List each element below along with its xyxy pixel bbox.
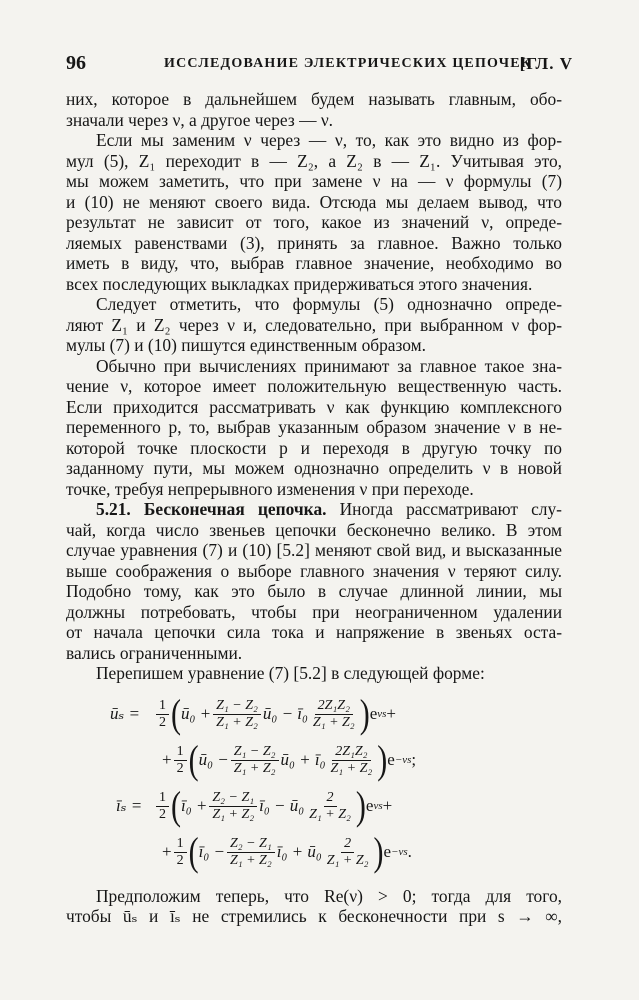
fraction-half: $\frac{1}{2}$ bbox=[174, 744, 187, 777]
text-line: Подобно тому, как это было в случае длинной линии, мы bbox=[66, 581, 562, 601]
exponent: −νs bbox=[391, 846, 408, 859]
text-line: переменного p, то, выбрав указанным образом значение ν в не- bbox=[66, 417, 562, 437]
text-line: них, которое в дальнейшем будем называть главным, обо- bbox=[66, 89, 562, 109]
fraction: $\frac{\text{Z₁ − Z₂}}{\text{Z₁ + Z₂}}$ bbox=[213, 698, 261, 731]
paragraph-2 bbox=[66, 130, 562, 294]
section-heading: 5.21. Бесконечная цепочка. bbox=[96, 499, 327, 519]
equation-tail: + bbox=[386, 704, 396, 724]
paragraph-5 bbox=[66, 499, 562, 663]
equation-tail: + bbox=[382, 796, 393, 816]
text-line: мы можем заметить, что при замене ν на — ν формулы (7) bbox=[66, 171, 562, 191]
equation-term: ī₀ + bbox=[181, 796, 208, 816]
fraction: $\frac{\text{Z₂ − Z₁}}{\text{Z₁ + Z₂}}$ bbox=[227, 836, 275, 869]
paragraph-4 bbox=[66, 356, 562, 500]
page-number: 96 bbox=[66, 52, 86, 74]
text-line: должны потребовать, чтобы при неограниченном удалении bbox=[66, 601, 562, 622]
text-line: Следует отметить, что формулы (5) однозначно опреде- bbox=[96, 294, 562, 314]
text-line: Перепишем уравнение (7) [5.2] в следующей форме: bbox=[96, 663, 485, 683]
equation-lhs: īₛ = bbox=[116, 796, 143, 816]
equation-block bbox=[66, 692, 562, 876]
text-line: значали через ν, а другое через — ν. bbox=[66, 109, 334, 130]
text-line bbox=[66, 499, 562, 520]
text-line: результат не зависит от того, какое из значений ν, опреде- bbox=[66, 212, 562, 232]
fraction-half: $\frac{1}{2}$ bbox=[156, 698, 169, 731]
equation-tail: ; bbox=[411, 750, 417, 770]
fraction: $\frac{2}{\text{Z₁ + Z₂}}$ bbox=[326, 836, 369, 868]
exponent: νs bbox=[373, 800, 383, 813]
page-header bbox=[66, 52, 573, 76]
paragraph-7 bbox=[66, 886, 562, 927]
fraction: $\frac{\text{2Z₁Z₂}}{\text{Z₁ + Z₂}}$ bbox=[312, 698, 355, 730]
text-line: Обычно при вычислениях принимают за главное такое зна- bbox=[96, 355, 562, 376]
equation-line-3: īₛ = $\frac{1}{2}$ ( ī₀ + $\frac{\text{Z₂ − Z₁}}{\text{Z₁ + Z₂}}$ ī₀ − ū₀ $\frac{2}{\text{Z₁ + Z₂}}$ ) e νs + bbox=[116, 783, 393, 829]
text-line: чтобы ūₛ и īₛ не стремились к бесконечности при s → ∞, bbox=[66, 906, 562, 926]
paragraph-3 bbox=[66, 294, 562, 356]
exponent: −νs bbox=[394, 754, 412, 767]
equation-term: ū₀ − ī₀ bbox=[262, 704, 308, 724]
exponent: νs bbox=[377, 708, 387, 721]
fraction-half: $\frac{1}{2}$ bbox=[156, 790, 169, 823]
page-body bbox=[66, 89, 562, 927]
text-line: чай, когда число звеньев цепочки бесконечно велико. В этом bbox=[66, 519, 562, 540]
equation-lead: + bbox=[162, 750, 172, 770]
running-title: ИССЛЕДОВАНИЕ ЭЛЕКТРИЧЕСКИХ ЦЕПОЧЕК bbox=[164, 56, 533, 71]
equation-lead: + bbox=[162, 842, 172, 862]
equation-lhs: ūₛ = bbox=[110, 704, 140, 724]
text-line: чение ν, которое имеет положительную вещественную часть. bbox=[66, 376, 562, 396]
equation-line-1: ūₛ = $\frac{1}{2}$ ( ū₀ + $\frac{\text{Z₁ − Z₂}}{\text{Z₁ + Z₂}}$ ū₀ − ī₀ $\frac{\text{2Z₁Z₂}}{\text{Z₁ + Z₂}}$ ) e νs + bbox=[110, 691, 396, 737]
fraction: $\frac{\text{Z₂ − Z₁}}{\text{Z₁ + Z₂}}$ bbox=[209, 790, 257, 823]
paragraph-1 bbox=[66, 89, 562, 130]
fraction: $\frac{\text{Z₁ − Z₂}}{\text{Z₁ + Z₂}}$ bbox=[231, 744, 279, 777]
equation-line-4: + $\frac{1}{2}$ ( ī₀ − $\frac{\text{Z₂ − Z₁}}{\text{Z₁ + Z₂}}$ ī₀ + ū₀ $\frac{2}{\text{Z₁ + Z₂}}$ ) e −νs . bbox=[162, 829, 412, 875]
text-line: Предположим теперь, что Re(ν) > 0; тогда для того, bbox=[96, 885, 562, 906]
equation-term: ī₀ − ū₀ bbox=[259, 796, 305, 816]
text-line: Если приходится рассматривать ν как функцию комплексного bbox=[66, 396, 562, 417]
text-line: вались ограниченными. bbox=[66, 642, 243, 663]
equation-term: ū₀ − bbox=[198, 750, 229, 770]
text-line: всех последующих выкладках придерживаться этого значения. bbox=[66, 273, 533, 294]
paragraph-6 bbox=[66, 663, 562, 684]
equation-term: ī₀ + ū₀ bbox=[276, 842, 322, 862]
text-span: Иногда рассматривают слу- bbox=[326, 499, 562, 519]
text-line: иметь в виду, что, выбрав главное значение, необходимо во bbox=[66, 253, 562, 273]
text-line: от начала цепочки сила тока и напряжение в звеньях оста- bbox=[66, 622, 562, 642]
text-line: Если мы заменим ν через — ν, то, как это видно из фор- bbox=[96, 130, 562, 150]
text-line: мулы (7) и (10) пишутся единственным образом. bbox=[66, 335, 427, 355]
text-line: случае уравнения (7) и (10) [5.2] меняют свой вид, и высказанные bbox=[66, 540, 562, 560]
fraction: $\frac{\text{2Z₁Z₂}}{\text{Z₁ + Z₂}}$ bbox=[330, 744, 373, 776]
equation-line-2: + $\frac{1}{2}$ ( ū₀ − $\frac{\text{Z₁ − Z₂}}{\text{Z₁ + Z₂}}$ ū₀ + ī₀ $\frac{\text{2Z₁Z₂}}{\text{Z₁ + Z₂}}$ ) e −νs ; bbox=[162, 737, 417, 783]
text-line: выше соображения о выборе главного значения ν теряют силу. bbox=[66, 560, 562, 581]
equation-term: ū₀ + bbox=[181, 704, 212, 724]
chapter-label: [ГЛ. V bbox=[519, 54, 573, 73]
fraction: $\frac{2}{\text{Z₁ + Z₂}}$ bbox=[309, 790, 351, 822]
fraction-half: $\frac{1}{2}$ bbox=[174, 836, 187, 869]
equation-term: ū₀ + ī₀ bbox=[280, 750, 326, 770]
text-line: которой точке плоскости p и переходя в другую точку по bbox=[66, 437, 562, 458]
equation-tail: . bbox=[407, 842, 412, 862]
text-line: заданному пути, мы можем однозначно определить ν в новой bbox=[66, 458, 562, 478]
text-line: мул (5), Z₁ переходит в — Z₂, а Z₂ в — Z₁. Учитывая это, bbox=[66, 150, 562, 171]
text-line: и (10) не меняют своего вида. Отсюда мы делаем вывод, что bbox=[66, 191, 562, 212]
equation-term: ī₀ − bbox=[198, 842, 225, 862]
text-line: точке, требуя непрерывного изменения ν при переходе. bbox=[66, 478, 474, 499]
text-line: ляемых равенствами (3), принять за главное. Важно только bbox=[66, 232, 562, 253]
text-line: ляют Z₁ и Z₂ через ν и, следовательно, при выбранном ν фор- bbox=[66, 314, 562, 335]
